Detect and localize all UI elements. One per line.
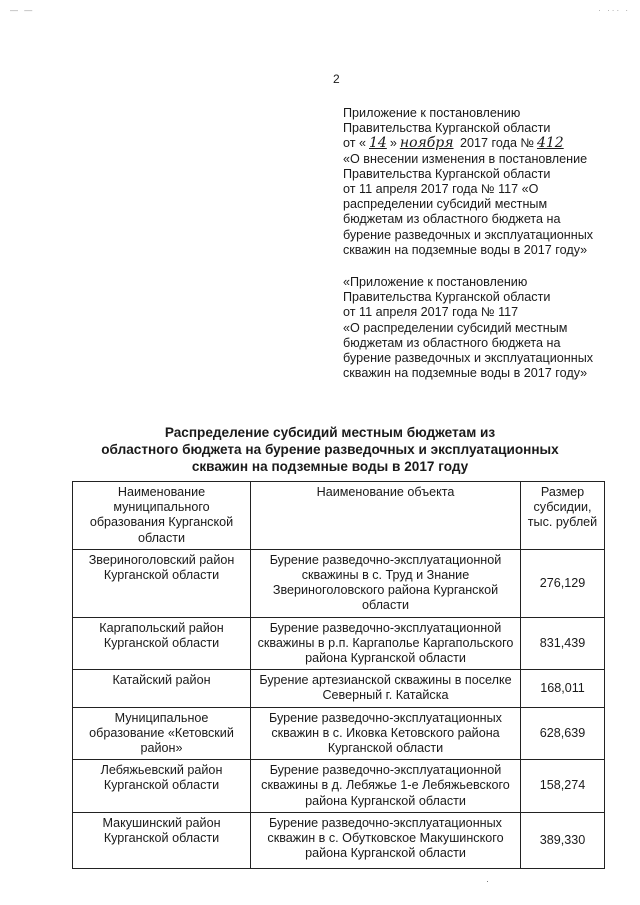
cell-object: Бурение разведочно-эксплуатационной скважины в д. Лебяжье 1-е Лебяжьевского района Курганской области bbox=[251, 760, 521, 813]
date-mid: » bbox=[389, 136, 397, 151]
cell-amount: 168,011 bbox=[521, 670, 605, 707]
amendment-line: Правительства Курганской области bbox=[343, 121, 551, 136]
original-line: скважин на подземные воды в 2017 году» bbox=[343, 366, 588, 381]
amendment-line: скважин на подземные воды в 2017 году» bbox=[343, 242, 588, 257]
amendment-date-line bbox=[343, 136, 618, 151]
date-prefix: от « bbox=[343, 136, 366, 151]
cell-object: Бурение разведочно-эксплуатационных скважин в с. Обутковское Макушинского района Курганской области bbox=[251, 812, 521, 868]
cell-object: Бурение разведочно-эксплуатационной скважины в р.п. Каргаполье Каргапольского района Курганской области bbox=[251, 617, 521, 670]
handwritten-day: 14 bbox=[369, 135, 387, 152]
amendment-line: Приложение к постановлению bbox=[343, 106, 521, 120]
cell-municipality: Муниципальное образование «Кетовский район» bbox=[73, 707, 251, 760]
amendment-note bbox=[343, 106, 618, 258]
table-header-row bbox=[73, 482, 605, 550]
page-number: 2 bbox=[333, 72, 340, 86]
cell-object: Бурение разведочно-эксплуатационных скважин в с. Иковка Кетовского района Курганской области bbox=[251, 707, 521, 760]
cell-amount: 628,639 bbox=[521, 707, 605, 760]
header-object: Наименование объекта bbox=[251, 482, 521, 550]
title-line: областного бюджета на бурение разведочных и эксплуатационных bbox=[101, 442, 559, 457]
cell-amount: 276,129 bbox=[521, 549, 605, 617]
cell-amount: 389,330 bbox=[521, 812, 605, 868]
table-row bbox=[73, 812, 605, 868]
original-note bbox=[343, 275, 618, 381]
scan-mark: · bbox=[486, 876, 489, 886]
cell-object: Бурение артезианской скважины в поселке Северный г. Катайска bbox=[251, 670, 521, 707]
amendment-line: бурение разведочных и эксплуатационных bbox=[343, 227, 594, 242]
table-row bbox=[73, 707, 605, 760]
date-suffix: 2017 года № bbox=[460, 136, 534, 151]
header-amount: Размер субсидии, тыс. рублей bbox=[521, 482, 605, 550]
cell-municipality: Каргапольский район Курганской области bbox=[73, 617, 251, 670]
amendment-line: распределении субсидий местным bbox=[343, 197, 548, 212]
title-line: Распределение субсидий местным бюджетам из bbox=[164, 425, 496, 440]
header-municipality: Наименование муниципального образования Курганской области bbox=[73, 482, 251, 550]
table-row bbox=[73, 760, 605, 813]
corner-mark-right: · ··· · bbox=[598, 6, 630, 15]
amendment-line: «О внесении изменения в постановление bbox=[343, 151, 588, 166]
cell-object: Бурение разведочно-эксплуатационной скважины в с. Труд и Знание Звериноголовского района Курганской области bbox=[251, 549, 521, 617]
handwritten-number: 412 bbox=[536, 135, 564, 152]
amendment-line: от 11 апреля 2017 года № 117 «О bbox=[343, 182, 539, 197]
cell-amount: 158,274 bbox=[521, 760, 605, 813]
cell-municipality: Звериноголовский район Курганской области bbox=[73, 549, 251, 617]
amendment-line: бюджетам из областного бюджета на bbox=[343, 212, 561, 227]
original-line: Правительства Курганской области bbox=[343, 290, 551, 305]
cell-amount: 831,439 bbox=[521, 617, 605, 670]
original-line: бюджетам из областного бюджета на bbox=[343, 335, 561, 350]
document-title bbox=[60, 424, 600, 475]
original-line: бурение разведочных и эксплуатационных bbox=[343, 351, 594, 366]
original-line: «Приложение к постановлению bbox=[343, 275, 528, 289]
title-line: скважин на подземные воды в 2017 году bbox=[191, 459, 469, 474]
original-line: «О распределении субсидий местным bbox=[343, 320, 568, 335]
amendment-line: Правительства Курганской области bbox=[343, 166, 551, 181]
corner-mark-left: — — bbox=[10, 6, 35, 15]
table-row bbox=[73, 549, 605, 617]
cell-municipality: Макушинский район Курганской области bbox=[73, 812, 251, 868]
table-row bbox=[73, 617, 605, 670]
handwritten-month: ноября bbox=[399, 135, 454, 152]
original-line: от 11 апреля 2017 года № 117 bbox=[343, 305, 519, 320]
subsidy-table bbox=[72, 481, 605, 869]
cell-municipality: Катайский район bbox=[73, 670, 251, 707]
cell-municipality: Лебяжьевский район Курганской области bbox=[73, 760, 251, 813]
table-row bbox=[73, 670, 605, 707]
